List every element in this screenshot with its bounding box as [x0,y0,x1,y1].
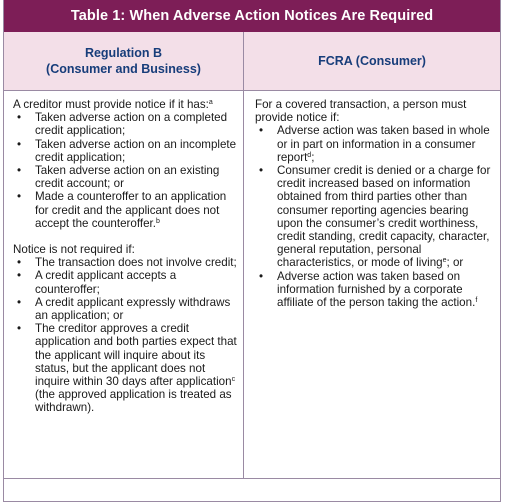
adverse-action-table [3,0,501,502]
footnote-c: c [231,376,236,384]
fcra-notice-list [255,124,491,309]
regulation-b-title: Regulation B [84,46,163,60]
bullet-icon: • [17,190,22,204]
bullet-icon: • [17,111,22,125]
regulation-b-cell [13,98,239,415]
notice-not-required-list [13,256,239,414]
list-item-text: A credit applicant accepts a counteroffer; [35,269,177,296]
bullet-icon: • [259,269,264,283]
table-title: Table 1: When Adverse Action Notices Are Required [4,0,500,32]
bullet-icon: • [17,137,22,151]
list-item [13,164,239,190]
bullet-icon: • [259,124,264,138]
list-item-text: Taken adverse action on an incomplete credit application; [35,137,237,164]
bullet-icon: • [259,164,264,178]
list-item-text: The transaction does not involve credit; [35,256,237,270]
regulation-b-subtitle: (Consumer and Business) [46,62,201,76]
table-bottom-border [4,478,500,479]
regulation-b-intro [13,98,239,111]
list-item [255,164,491,270]
list-item-text: The creditor approves a credit application and both parties expect that the applicant will inquire about its status, but the applicant does not inquire within 30 days after application [35,322,237,389]
column-divider [243,32,244,478]
footnote-e: e [442,257,447,265]
list-item [13,269,239,295]
list-item-text-cont: ; [311,150,315,164]
list-item-text: Taken adverse action on an existing credit account; or [35,164,220,191]
bullet-icon: • [17,295,22,309]
notice-not-required-intro: Notice is not required if: [13,243,135,257]
list-item-text: Adverse action was taken based on information furnished by a corporate affiliate of the person taking the action. [277,269,476,310]
list-item-text: Consumer credit is denied or a charge for credit increased based on information obtained from third parties other than consumer reporting agencies bearing upon the consumer’s credit worthiness, credit standing, credit capacity, character, general reputation, personal characteristics, or mode of living [277,164,491,270]
list-item [13,138,239,164]
fcra-intro: For a covered transaction, a person must provide notice if: [255,98,467,125]
footnote-f: f [475,297,478,305]
list-item [255,124,491,164]
list-item-text: Made a counteroffer to an application for credit and the applicant does not accept the counteroffer. [35,190,227,230]
table-header-row [4,32,500,91]
regulation-b-header [4,32,243,90]
bullet-icon: • [17,322,22,336]
bullet-icon: • [17,269,22,283]
footnote-b: b [155,217,160,225]
footnote-a: a [208,99,213,106]
list-item-text: Adverse action was taken based in whole or in part on information in a consumer report [277,124,490,164]
list-item [13,296,239,322]
regulation-b-intro-text: A creditor must provide notice if it has: [13,98,209,111]
list-item [13,256,239,269]
notice-required-list [13,111,239,230]
list-item-text: A credit applicant expressly withdraws an application; or [35,295,231,323]
footnote-d: d [307,151,312,159]
fcra-cell [255,98,491,309]
list-item [13,190,239,230]
list-item-text-cont: ; or [446,256,464,270]
fcra-header: FCRA (Consumer) [318,54,426,68]
list-item [13,322,239,414]
list-item-text: Taken adverse action on a completed credit application; [35,111,228,138]
list-item [13,111,239,137]
list-item-text-cont: (the approved application is treated as withdrawn). [35,388,232,415]
list-item [255,270,491,310]
bullet-icon: • [17,164,22,178]
bullet-icon: • [17,256,22,270]
